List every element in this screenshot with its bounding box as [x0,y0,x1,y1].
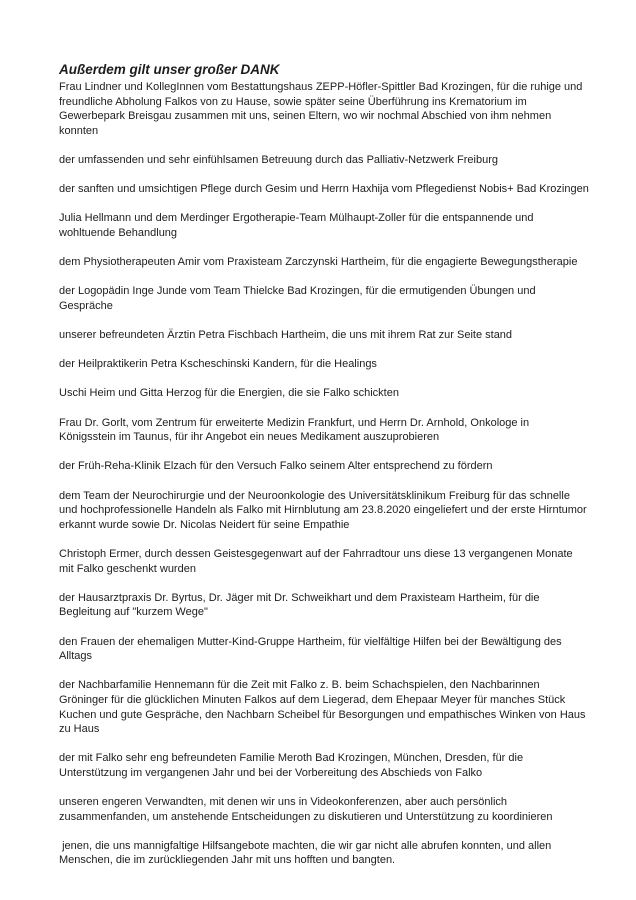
acknowledgment-paragraph: dem Team der Neurochirurgie und der Neuroonkologie des Universitätsklinikum Freiburg für das schnelle und hochprofessionelle Handeln als Falko mit Hirnblutung am 23.8.2020 eingeliefert und der erste Hirntumor erkannt wurde sowie Dr. Nicolas Neidert für seine Empathie [59,489,590,531]
acknowledgment-paragraph: der Früh-Reha-Klinik Elzach für den Versuch Falko seinem Alter entsprechend zu fördern [59,460,493,473]
acknowledgment-paragraph: der sanften und umsichtigen Pflege durch Gesim und Herrn Haxhija vom Pflegedienst Nobis+ Bad Krozingen [59,183,589,196]
acknowledgment-paragraph: der umfassenden und sehr einfühlsamen Betreuung durch das Palliativ-Netzwerk Freiburg [59,153,499,166]
acknowledgment-paragraph: der Logopädin Inge Junde vom Team Thielcke Bad Krozingen, für die ermutigenden Übungen und Gespräche [59,285,539,312]
acknowledgment-paragraph: unseren engeren Verwandten, mit denen wir uns in Videokonferenzen, aber auch persönlich zusammenfanden, um anstehende Entscheidungen zu diskutieren und Unterstützung zu koordinieren [59,796,553,823]
acknowledgment-paragraph: Christoph Ermer, durch dessen Geistesgegenwart auf der Fahrradtour uns diese 13 vergangenen Monate mit Falko geschenkt wurden [59,548,576,575]
acknowledgment-paragraph: der mit Falko sehr eng befreundeten Familie Meroth Bad Krozingen, München, Dresden, für die Unterstützung im vergangenen Jahr und bei der Vorbereitung des Abschieds von Falko [59,752,527,779]
acknowledgment-paragraph: Julia Hellmann und dem Merdinger Ergotherapie-Team Mülhaupt-Zoller für die entspannende und wohltuende Behandlung [59,212,537,239]
acknowledgment-paragraph: Uschi Heim und Gitta Herzog für die Energien, die sie Falko schickten [59,387,399,400]
acknowledgment-paragraph: den Frauen der ehemaligen Mutter-Kind-Gruppe Hartheim, für vielfältige Hilfen bei der Bewältigung des Alltags [59,635,565,663]
acknowledgment-paragraph: der Hausarztpraxis Dr. Byrtus, Dr. Jäger mit Dr. Schweikhart und dem Praxisteam Hartheim, für die Begleitung auf "kurzem Wege" [59,591,543,619]
acknowledgment-paragraph: Frau Dr. Gorlt, vom Zentrum für erweiterte Medizin Frankfurt, und Herrn Dr. Arnhold, Onkologe in Königsstein im Taunus, für ihr Angebot ein neues Medikament auszuprobieren [59,416,533,444]
acknowledgment-paragraph: jenen, die uns mannigfaltige Hilfsangebote machten, die wir gar nicht alle abrufen konnten, und allen Menschen, die im zurückliegenden Jahr mit uns hofften und bangten. [59,839,555,867]
acknowledgment-paragraph: der Nachbarfamilie Hennemann für die Zeit mit Falko z. B. beim Schachspielen, den Nachbarinnen Gröninger für die glücklichen Minuten Falkos auf dem Liegerad, dem Ehepaar Meyer für manches Stück Kuchen und gute Gespräche, den Nachbarn Scheibel für Besorgungen und empathisches Winken von Haus zu Haus [59,679,589,736]
page-title: Außerdem gilt unser großer DANK [59,62,280,77]
acknowledgment-paragraph: der Heilpraktikerin Petra Kscheschinski Kandern, für die Healings [59,358,377,371]
acknowledgment-paragraph: Frau Lindner und KollegInnen vom Bestattungshaus ZEPP-Höfler-Spittler Bad Krozingen, für die ruhige und freundliche Abholung Falkos von zu Hause, sowie später seine Überführung ins Krematorium im Gewerbepark Breisgau zusammen mit uns, seinen Eltern, wo wir nochmal Abschied von ihm nehmen konnten [59,81,586,137]
acknowledgment-list [59,80,589,868]
acknowledgment-paragraph: unserer befreundeten Ärztin Petra Fischbach Hartheim, die uns mit ihrem Rat zur Seite stand [59,329,513,342]
acknowledgment-paragraph: dem Physiotherapeuten Amir vom Praxisteam Zarczynski Hartheim, für die engagierte Bewegungstherapie [59,256,578,269]
